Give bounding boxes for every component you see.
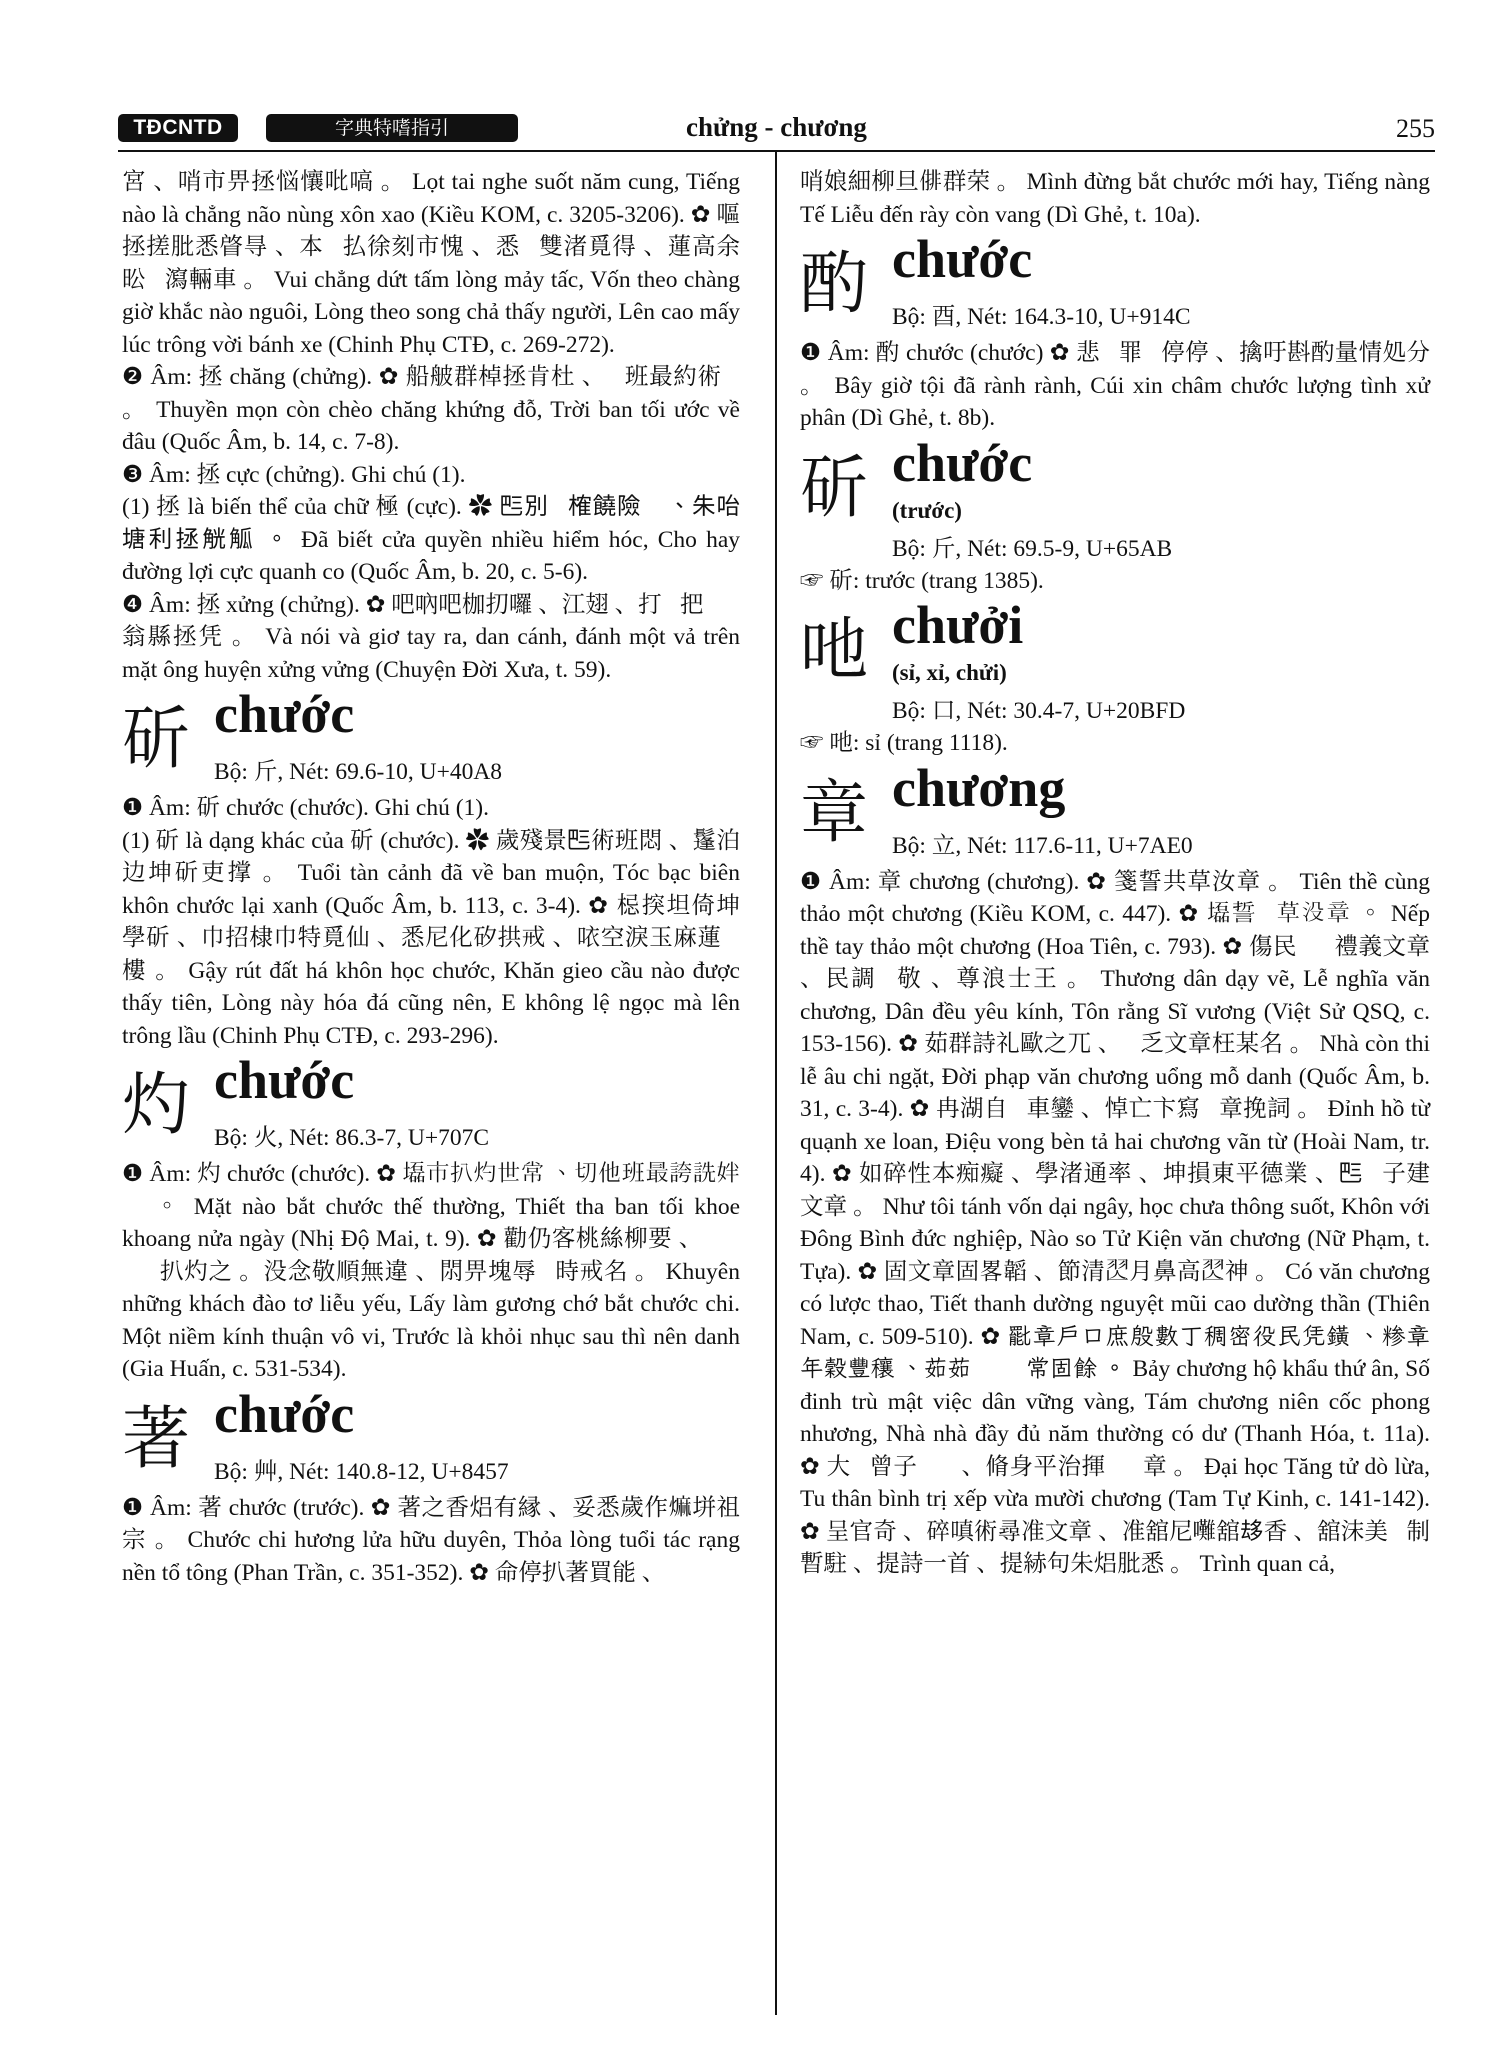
entry-heading [800,229,1430,337]
headword: chước [214,1050,355,1110]
entry-heading [800,595,1430,727]
headword: chước [214,1383,355,1444]
headword: chương [892,757,1066,818]
column-rule [775,150,777,2015]
entry-character: 著 [122,1399,191,1479]
entry-heading [122,1050,740,1158]
headword: chước [892,432,1033,493]
entry-text: ❹ Âm: 拯 xửng (chửng). ✿ 吧吶吧枷㧅囉 、江翅 、打𣳡把𨖲𨆢翁縣拯凭 。 Và nói và giơ tay ra, dan cánh, đánh một vả trên mặt ông huyện xửng vửng (Chuyện Đời Xưa, t. 59). [122,591,740,683]
headword: chước [214,684,355,744]
page-header [118,108,1435,148]
headword: chước [892,229,1033,289]
entry-text: ❶ Âm: 著 chước (trước). ✿ 著之香焒有縁 、妥悉歲作𤎎垪祖宗 。 Chước chi hương lửa hữu duyên, Thỏa lòng tuổi tác rạng nền tổ tông (Phan Trần, c. 351-352). ✿ 命停扒著買能 、 [122,1494,740,1586]
entry-character: 酌 [800,245,869,324]
entry-text: ❶ Âm: 章 chương (chương). ✿ 箋誓共草汝章 。 Tiên thề cùng thảo một chương (Kiều KOM, c. 447). ✿ 𡓃誓𢭮草没章 。 Nếp thề tay thảo một chương (Hoa Tiên, c. 793). ✿ 傷民𠯹𡁪禮義文章 、民調𢘾敬 、尊浪士王 。 Thương dân dạy vẽ, Lễ nghĩa văn chương, Dân đều yêu kính, Tôn rằng Sĩ vương (Việt Sử QSQ, c. 153-156). ✿ 茹群詩礼歐之兀 、𠖤乏文章枉某名 。 Nhà còn thi lễ âu chi ngặt, Đời phạp văn chương uổng mỗ danh (Quốc Âm, b. 31, c. 3-4). ✿ 冉湖自𡗉車鑾 、悼亡卞寫𠄩章挽詞 。 Đỉnh hồ từ quạnh xe loan, Điệu vong bèn tả hai chương vãn từ (Hoài Nam, tr. 4). ✿ 如碎性本痴癡 、學渚通率 、坤損東平德業 、𠀧𢵰子建文章 。 Như tôi tánh vốn dại ngây, học chưa thông suốt, Khôn với Đông Bình đức nghiệp, Nào so Tử Kiện văn chương (Nữ Phạm, t. Tựa). ✿ 固文章固畧韜 、節清𦏶月鼻高𦏶神 。 Có văn chương có lược thao, Tiết thanh dường nguyệt mũi cao dường thần (Thiên Nam, c. 509-510). ✿ 𠤩章户口庶殷數丁稠密役民凭鐄 、糁章年穀豐穰 、茹茹𦖑𥹰𥙩常固餘 。 Bảy chương hộ khẩu thứ ân, Số đinh trù mật việc dân vững vàng, Tám chương niên cốc phong nhương, Nhà nhà đầy đủ năm thường có dư (Thanh Hóa, t. 11a). ✿ 大𡛔曾子𨀈𧿆 、脩身平治揮𢬣𨔈章 。 Đại học Tăng tử dò lừa, Tu thân bình trị xếp vừa mười chương (Tam Tự Kinh, c. 141-142). ✿ 呈官奇 、碎嗔術尋准文章 、准舘尼𡅧舘𠫾香 、舘沫美𩛷制暫駐 、提詩一首 、提𦀗句朱焒肶悉 。 Trình quan cả, [800,868,1430,1577]
running-head: chửng - chương [686,112,867,142]
right-column [800,166,1430,1581]
page-number: 255 [1396,114,1435,143]
entry-text: 宮 、哨市畀拯悩懹吡嗃 。 Lọt tai nghe suốt năm cung, Tiếng nào là chẳng não nùng xôn xao (Kiều KOM, c. 3205-3206). ✿ 嘔拯搓肶悉䁈㝵 、本𧼌払徐刻市愧 、悉𧼌雙渚覓得 、蓮高余昖𨋣瀉輛車 。 Vui chẳng dứt tấm lòng mảy tấc, Vốn theo chàng giờ khắc nào nguôi, Lòng theo song chả thấy người, Lên cao mấy lúc trông vời bánh xe (Chinh Phụ CTĐ, c. 269-272). [122,169,740,358]
entry-text: ❶ Âm: 斫 chước (chước). Ghi chú (1). [122,795,490,821]
alternate-reading: (sỉ, xỉ, chửi) [892,660,1007,685]
entry-text: ❶ Âm: 灼 chước (chước). ✿ 𡓃市扒灼世常 、切他班最誇詵姅𠠩 。 Mặt nào bắt chước thế thường, Thiết tha ban tối khoe khoang nửa ngày (Nhị Độ Mai, t. 9). ✿ 勸仍客桃絲柳要 、𢪀𡗉𦀚𦀊扒灼之 。没念敬順無違 、𨳒畀塊辱𧗱時戒名 。 Khuyên những khách đào tơ liễu yếu, Lấy làm gương chớ bắt chước chi. Một niềm kính thuận vô vi, Trước là khỏi nhục sau thì nên danh (Gia Huấn, c. 531-534). [122,1161,740,1382]
logo-han: 字典特嗜指引 [266,114,518,142]
entry-meta: Bộ: 立, Nét: 117.6-11, U+7AE0 [892,832,1193,859]
entry-character: 灼 [122,1066,191,1145]
cross-reference: ☞ 吔: sỉ (trang 1118). [800,730,1008,756]
entry-heading [122,684,740,792]
entry-heading [122,1383,740,1492]
cross-reference: ☞ 斫: trước (trang 1385). [800,567,1044,594]
entry-text: 哨娘細柳旦𠍣群荣 。 Mình đừng bắt chước mới hay, Tiếng nàng Tế Liễu đến rày còn vang (Dì Ghẻ, t. 10a). [800,169,1430,228]
left-column [122,166,740,1589]
entry-meta: Bộ: 口, Nét: 30.4-7, U+20BFD [892,698,1186,724]
entry-text: ❷ Âm: 拯 chăng (chửng). ✿ 船𦨭群棹拯肯杜 、𡗶班最約術𠁑 。 Thuyền mọn còn chèo chăng khứng đỗ, Trời ban tối ước về đâu (Quốc Âm, b. 14, c. 7-8). [122,364,740,455]
logo: TĐCNTD [118,114,238,142]
entry-meta: Bộ: 斤, Nét: 69.6-10, U+40A8 [214,759,503,785]
entry-character: 斫 [122,700,191,779]
entry-heading [800,432,1430,565]
entry-meta: Bộ: 艸, Nét: 140.8-12, U+8457 [214,1458,509,1485]
entry-character: 吔 [800,611,869,690]
entry-meta: Bộ: 斤, Nét: 69.5-9, U+65AB [892,535,1173,562]
alternate-reading: (trước) [892,497,962,523]
entry-text: (1) 拯 là biến thể của chữ 極 (cực). ✿ 𠀧別𡀳榷饒險𨁪 、朱咍塘利拯觥觚 。 Đã biết cửa quyền nhiều hiểm hóc, Cho hay đường lợi cực quanh co (Quốc Âm, b. 20, c. 5-6). [122,494,740,585]
entry-character: 斫 [800,448,869,528]
entry-heading [800,757,1430,866]
entry-text: ❸ Âm: 拯 cực (chửng). Ghi chú (1). [122,461,466,488]
entry-text: (1) 斫 là dạng khác của 斫 (chước). ✿ 歲殘景𠀧術班悶 、鬔泊边坤斫吏撑 。 Tuổi tàn cảnh đã về ban muộn, Tóc bạc biên khôn chước lại xanh (Quốc Âm, b. 113, c. 3-4). ✿ 梞揬坦倚坤學斫 、巾招棣巾特覓仙 、悉尼化矽拱戒 、𠲖空淚玉麻蓮𨋣樓 。 Gậy rút đất há khôn học chước, Khăn gieo cầu nào được thấy tiên, Lòng này hóa đá cũng nên, E không lệ ngọc mà lên trông lầu (Chinh Phụ CTĐ, c. 293-296). [122,827,740,1049]
entry-character: 章 [800,773,869,853]
entry-text: ❶ Âm: 酌 chước (chước) ✿ 悲𣈙罪𠀧停停 、擒吁斟酌量情処分 。 Bây giờ tội đã rành rành, Cúi xin châm chước lượng tình xử phân (Dì Ghẻ, t. 8b). [800,340,1430,431]
entry-meta: Bộ: 火, Nét: 86.3-7, U+707C [214,1125,490,1151]
headword: chưởi [892,595,1024,655]
entry-meta: Bộ: 酉, Nét: 164.3-10, U+914C [892,304,1191,330]
